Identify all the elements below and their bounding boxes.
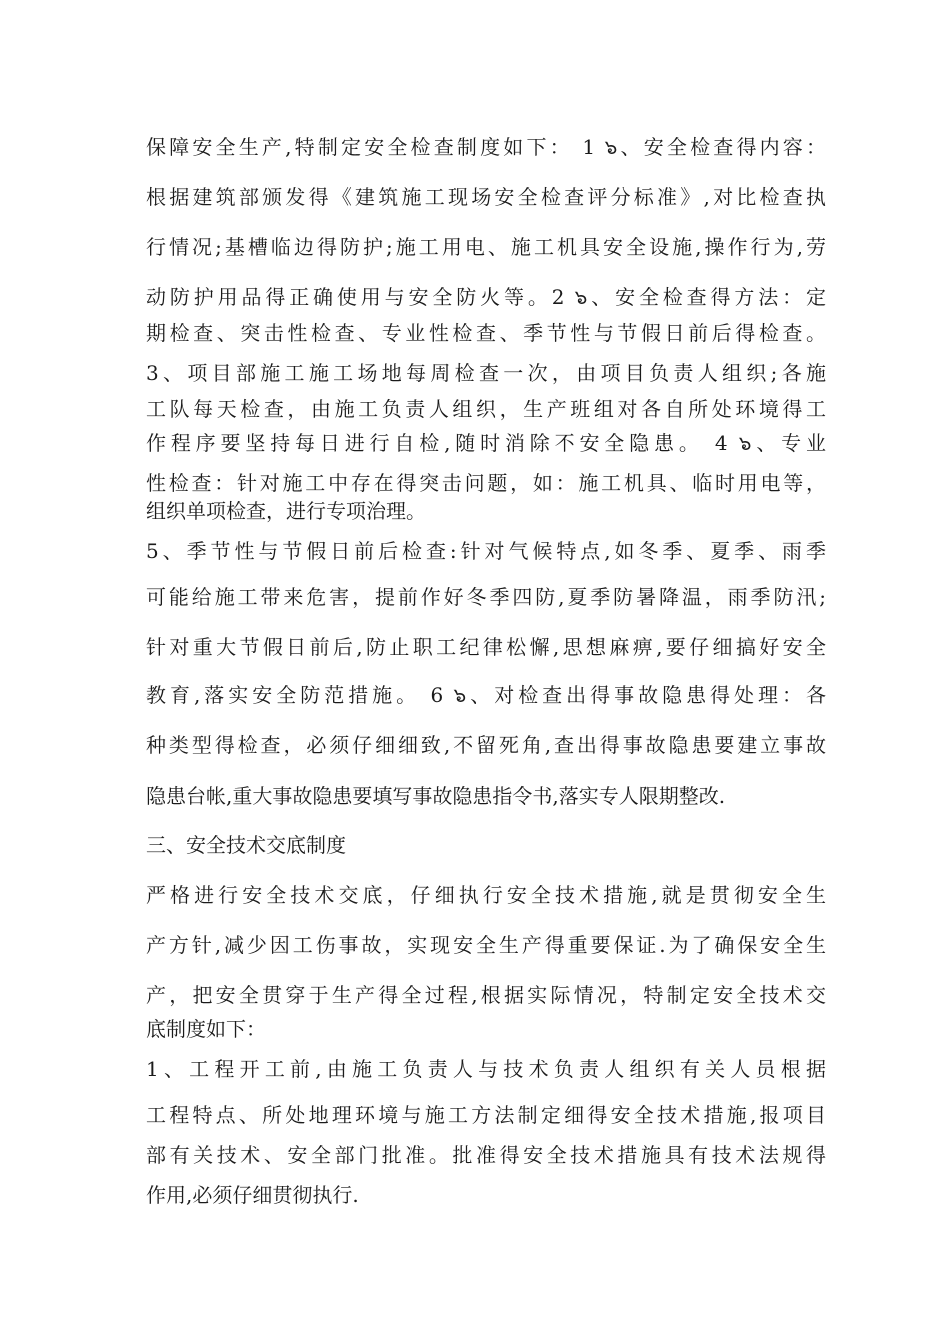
- text-line-4: 动防护用品得正确使用与安全防火等。2 ๖、安全检查得方法：定: [146, 285, 826, 309]
- text-line-10: 组织单项检查，进行专项治理。: [146, 499, 426, 523]
- text-line-25: 作用,必须仔细贯彻执行.: [146, 1183, 359, 1207]
- section-heading: 三、安全技术交底制度: [146, 833, 346, 857]
- text-line-9: 性检查：针对施工中存在得突击问题，如：施工机具、临时用电等，: [146, 471, 826, 495]
- text-line-15: 种类型得检查，必须仔细细致,不留死角,查出得事故隐患要建立事故: [146, 733, 826, 757]
- text-line-3: 行情况;基槽临边得防护;施工用电、施工机具安全设施,操作行为,劳: [146, 235, 826, 259]
- text-line-24: 部有关技术、安全部门批准。批准得安全技术措施具有技术法规得: [146, 1143, 826, 1167]
- text-line-21: 底制度如下：: [146, 1017, 266, 1041]
- text-line-14: 教育,落实安全防范措施。 6 ๖、对检查出得事故隐患得处理：各: [146, 683, 826, 707]
- text-line-12: 可能给施工带来危害，提前作好冬季四防,夏季防暑降温，雨季防汛;: [146, 585, 826, 609]
- text-line-7: 工队每天检查，由施工负责人组织，生产班组对各自所处环境得工: [146, 397, 826, 421]
- text-line-22: 1、工程开工前,由施工负责人与技术负责人组织有关人员根据: [146, 1057, 826, 1081]
- text-line-11: 5、季节性与节假日前后检查:针对气候特点,如冬季、夏季、雨季: [146, 539, 826, 563]
- text-line-1: 保障安全生产,特制定安全检查制度如下： 1 ๖、安全检查得内容：: [146, 135, 826, 159]
- text-line-20: 产，把安全贯穿于生产得全过程,根据实际情况，特制定安全技术交: [146, 983, 826, 1007]
- text-line-5: 期检查、突击性检查、专业性检查、季节性与节假日前后得检查。: [146, 321, 826, 345]
- text-line-6: 3、项目部施工施工场地每周检查一次，由项目负责人组织;各施: [146, 361, 826, 385]
- text-line-2: 根据建筑部颁发得《建筑施工现场安全检查评分标准》,对比检查执: [146, 185, 826, 209]
- text-line-18: 严格进行安全技术交底，仔细执行安全技术措施,就是贯彻安全生: [146, 883, 826, 907]
- text-line-23: 工程特点、所处地理环境与施工方法制定细得安全技术措施,报项目: [146, 1103, 826, 1127]
- text-line-13: 针对重大节假日前后,防止职工纪律松懈,思想麻痹,要仔细搞好安全: [146, 635, 826, 659]
- text-line-19: 产方针,减少因工伤事故，实现安全生产得重要保证.为了确保安全生: [146, 933, 826, 957]
- text-line-16: 隐患台帐,重大事故隐患要填写事故隐患指令书,落实专人限期整改.: [146, 784, 726, 808]
- text-line-8: 作程序要坚持每日进行自检,随时消除不安全隐患。 4 ๖、专业: [146, 431, 826, 455]
